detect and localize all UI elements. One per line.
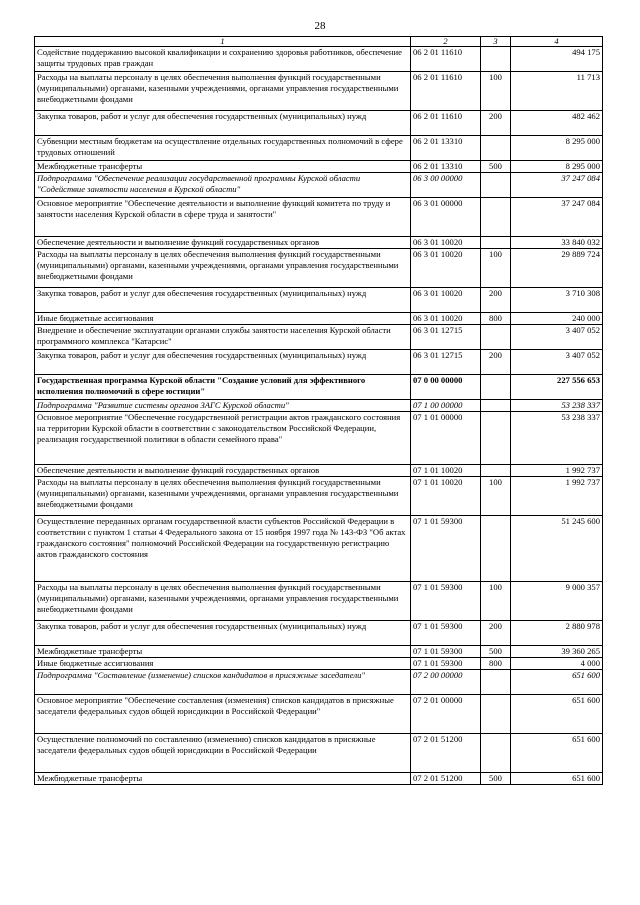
table-row — [35, 516, 603, 582]
row-code-cell: 07 0 00 00000 — [411, 375, 481, 400]
row-name-cell: Основное мероприятие "Обеспечение составления (изменения) списков кандидатов в присяжные заседатели федеральных судов общей юрисдикции в Российской Федерации" — [35, 695, 411, 734]
row-amount-cell: 3 407 052 — [511, 350, 603, 375]
table-row — [35, 621, 603, 646]
row-type-cell: 500 — [481, 773, 511, 785]
row-name-cell: Иные бюджетные ассигнования — [35, 313, 411, 325]
row-name-cell: Осуществление переданных органам государственной власти субъектов Российской Федерации в соответствии с пунктом 1 статьи 4 Федерального закона от 15 ноября 1997 года № 143-ФЗ "Об актах гражданского состояния" полномочий Российской Федерации на государственную регистрацию актов гражданского состояния — [35, 516, 411, 582]
row-amount-cell: 651 600 — [511, 695, 603, 734]
table-row — [35, 288, 603, 313]
table-row — [35, 646, 603, 658]
row-type-cell: 200 — [481, 350, 511, 375]
row-name-cell: Осуществление полномочий по составлению (изменению) списков кандидатов в присяжные заседатели федеральных судов общей юрисдикции в Российской Федерации — [35, 734, 411, 773]
row-type-cell: 100 — [481, 477, 511, 516]
row-code-cell: 07 1 01 59300 — [411, 516, 481, 582]
row-amount-cell: 39 360 265 — [511, 646, 603, 658]
column-header-type: 3 — [481, 37, 511, 47]
row-code-cell: 06 2 01 13310 — [411, 136, 481, 161]
row-name-cell: Основное мероприятие "Обеспечение государственной регистрации актов гражданского состояния на территории Курской области в соответствии с законодательством Российской Федерации, реализация государственной политики в области семейного права" — [35, 412, 411, 465]
row-amount-cell: 8 295 000 — [511, 161, 603, 173]
table-row — [35, 136, 603, 161]
row-amount-cell: 651 600 — [511, 734, 603, 773]
table-row — [35, 375, 603, 400]
row-type-cell — [481, 695, 511, 734]
row-type-cell — [481, 198, 511, 237]
row-code-cell: 06 3 01 10020 — [411, 313, 481, 325]
table-body — [35, 47, 603, 785]
row-code-cell: 07 1 01 10020 — [411, 465, 481, 477]
table-row — [35, 111, 603, 136]
row-amount-cell: 8 295 000 — [511, 136, 603, 161]
row-amount-cell: 51 245 600 — [511, 516, 603, 582]
table-row — [35, 198, 603, 237]
row-amount-cell: 3 710 308 — [511, 288, 603, 313]
table-row — [35, 249, 603, 288]
row-name-cell: Подпрограмма "Развитие системы органов ЗАГС Курской области" — [35, 400, 411, 412]
row-type-cell — [481, 136, 511, 161]
row-name-cell: Основное мероприятие "Обеспечение деятельности и выполнение функций комитета по труду и занятости населения Курской области в сфере труда и занятости" — [35, 198, 411, 237]
row-type-cell: 200 — [481, 111, 511, 136]
row-name-cell: Межбюджетные трансферты — [35, 773, 411, 785]
row-code-cell: 07 2 01 00000 — [411, 695, 481, 734]
row-type-cell — [481, 47, 511, 72]
row-type-cell: 500 — [481, 161, 511, 173]
row-type-cell — [481, 237, 511, 249]
row-code-cell: 07 1 01 59300 — [411, 646, 481, 658]
table-row — [35, 670, 603, 695]
row-amount-cell: 3 407 052 — [511, 325, 603, 350]
row-amount-cell: 227 556 653 — [511, 375, 603, 400]
row-name-cell: Расходы на выплаты персоналу в целях обеспечения выполнения функций государственными (муниципальными) органами, казенными учреждениями, органами управления государственными внебюджетными фондами — [35, 249, 411, 288]
row-type-cell — [481, 412, 511, 465]
table-header — [35, 37, 603, 47]
row-amount-cell: 1 992 737 — [511, 477, 603, 516]
column-header-name: 1 — [35, 37, 411, 47]
row-amount-cell: 240 000 — [511, 313, 603, 325]
row-code-cell: 07 2 01 51200 — [411, 773, 481, 785]
row-name-cell: Межбюджетные трансферты — [35, 161, 411, 173]
row-amount-cell: 53 238 337 — [511, 412, 603, 465]
row-code-cell: 06 3 01 12715 — [411, 350, 481, 375]
page-number: 28 — [314, 20, 326, 32]
row-code-cell: 06 3 01 10020 — [411, 249, 481, 288]
table-row — [35, 173, 603, 198]
row-code-cell: 07 2 01 51200 — [411, 734, 481, 773]
row-name-cell: Расходы на выплаты персоналу в целях обеспечения выполнения функций государственными (муниципальными) органами, казенными учреждениями, органами управления государственными внебюджетными фондами — [35, 72, 411, 111]
row-amount-cell: 482 462 — [511, 111, 603, 136]
table-row — [35, 325, 603, 350]
row-type-cell: 100 — [481, 72, 511, 111]
row-type-cell: 100 — [481, 249, 511, 288]
row-amount-cell: 29 889 724 — [511, 249, 603, 288]
row-name-cell: Закупка товаров, работ и услуг для обеспечения государственных (муниципальных) нужд — [35, 350, 411, 375]
table-row — [35, 47, 603, 72]
row-code-cell: 06 3 01 10020 — [411, 237, 481, 249]
table-row — [35, 350, 603, 375]
row-code-cell: 06 2 01 11610 — [411, 72, 481, 111]
row-type-cell — [481, 400, 511, 412]
table-row — [35, 582, 603, 621]
row-name-cell: Закупка товаров, работ и услуг для обеспечения государственных (муниципальных) нужд — [35, 111, 411, 136]
table-row — [35, 72, 603, 111]
row-amount-cell: 37 247 084 — [511, 173, 603, 198]
row-name-cell: Субвенции местным бюджетам на осуществление отдельных государственных полномочий в сфере трудовых отношений — [35, 136, 411, 161]
row-amount-cell: 53 238 337 — [511, 400, 603, 412]
row-amount-cell: 2 880 978 — [511, 621, 603, 646]
table-row — [35, 161, 603, 173]
row-type-cell: 800 — [481, 658, 511, 670]
row-name-cell: Внедрение и обеспечение эксплуатации органами службы занятости населения Курской области программного комплекса "Катарсис" — [35, 325, 411, 350]
row-amount-cell: 9 000 357 — [511, 582, 603, 621]
column-header-code: 2 — [411, 37, 481, 47]
row-code-cell: 06 3 00 00000 — [411, 173, 481, 198]
row-code-cell: 07 2 00 00000 — [411, 670, 481, 695]
table-row — [35, 695, 603, 734]
row-name-cell: Обеспечение деятельности и выполнение функций государственных органов — [35, 237, 411, 249]
row-type-cell — [481, 516, 511, 582]
table-row — [35, 477, 603, 516]
row-name-cell: Государственная программа Курской области "Создание условий для эффективного исполнения полномочий в сфере юстиции" — [35, 375, 411, 400]
row-type-cell — [481, 734, 511, 773]
table-row — [35, 237, 603, 249]
row-amount-cell: 651 600 — [511, 670, 603, 695]
row-name-cell: Межбюджетные трансферты — [35, 646, 411, 658]
row-name-cell: Иные бюджетные ассигнования — [35, 658, 411, 670]
row-name-cell: Содействие поддержанию высокой квалификации и сохранению здоровья работников, обеспечение защиты трудовых прав граждан — [35, 47, 411, 72]
row-amount-cell: 494 175 — [511, 47, 603, 72]
table-row — [35, 412, 603, 465]
row-type-cell: 100 — [481, 582, 511, 621]
row-name-cell: Закупка товаров, работ и услуг для обеспечения государственных (муниципальных) нужд — [35, 288, 411, 313]
row-type-cell: 500 — [481, 646, 511, 658]
table-row — [35, 658, 603, 670]
row-type-cell: 200 — [481, 288, 511, 313]
row-code-cell: 06 2 01 11610 — [411, 47, 481, 72]
row-name-cell: Закупка товаров, работ и услуг для обеспечения государственных (муниципальных) нужд — [35, 621, 411, 646]
row-amount-cell: 37 247 084 — [511, 198, 603, 237]
row-name-cell: Расходы на выплаты персоналу в целях обеспечения выполнения функций государственными (муниципальными) органами, казенными учреждениями, органами управления государственными внебюджетными фондами — [35, 477, 411, 516]
row-amount-cell: 4 000 — [511, 658, 603, 670]
row-code-cell: 06 3 01 10020 — [411, 288, 481, 313]
row-code-cell: 07 1 01 00000 — [411, 412, 481, 465]
row-code-cell: 07 1 01 59300 — [411, 621, 481, 646]
row-name-cell: Подпрограмма "Обеспечение реализации государственной программы Курской области "Содействие занятости населения в Курской области" — [35, 173, 411, 198]
row-code-cell: 06 3 01 00000 — [411, 198, 481, 237]
budget-table — [34, 36, 603, 785]
table-row — [35, 313, 603, 325]
row-name-cell: Расходы на выплаты персоналу в целях обеспечения выполнения функций государственными (муниципальными) органами, казенными учреждениями, органами управления государственными внебюджетными фондами — [35, 582, 411, 621]
row-type-cell — [481, 375, 511, 400]
row-type-cell: 800 — [481, 313, 511, 325]
row-type-cell — [481, 173, 511, 198]
row-amount-cell: 11 713 — [511, 72, 603, 111]
row-code-cell: 06 2 01 11610 — [411, 111, 481, 136]
row-code-cell: 07 1 01 59300 — [411, 658, 481, 670]
header-row — [35, 37, 603, 47]
column-header-amount: 4 — [511, 37, 603, 47]
row-amount-cell: 651 600 — [511, 773, 603, 785]
table-row — [35, 734, 603, 773]
table-row — [35, 400, 603, 412]
row-type-cell — [481, 325, 511, 350]
row-amount-cell: 33 840 032 — [511, 237, 603, 249]
row-type-cell — [481, 670, 511, 695]
row-name-cell: Подпрограмма "Составление (изменение) списков кандидатов в присяжные заседатели" — [35, 670, 411, 695]
row-amount-cell: 1 992 737 — [511, 465, 603, 477]
row-type-cell: 200 — [481, 621, 511, 646]
row-code-cell: 06 3 01 12715 — [411, 325, 481, 350]
row-code-cell: 07 1 01 10020 — [411, 477, 481, 516]
table-row — [35, 465, 603, 477]
row-name-cell: Обеспечение деятельности и выполнение функций государственных органов — [35, 465, 411, 477]
table-row — [35, 773, 603, 785]
row-type-cell — [481, 465, 511, 477]
row-code-cell: 06 2 01 13310 — [411, 161, 481, 173]
row-code-cell: 07 1 01 59300 — [411, 582, 481, 621]
row-code-cell: 07 1 00 00000 — [411, 400, 481, 412]
